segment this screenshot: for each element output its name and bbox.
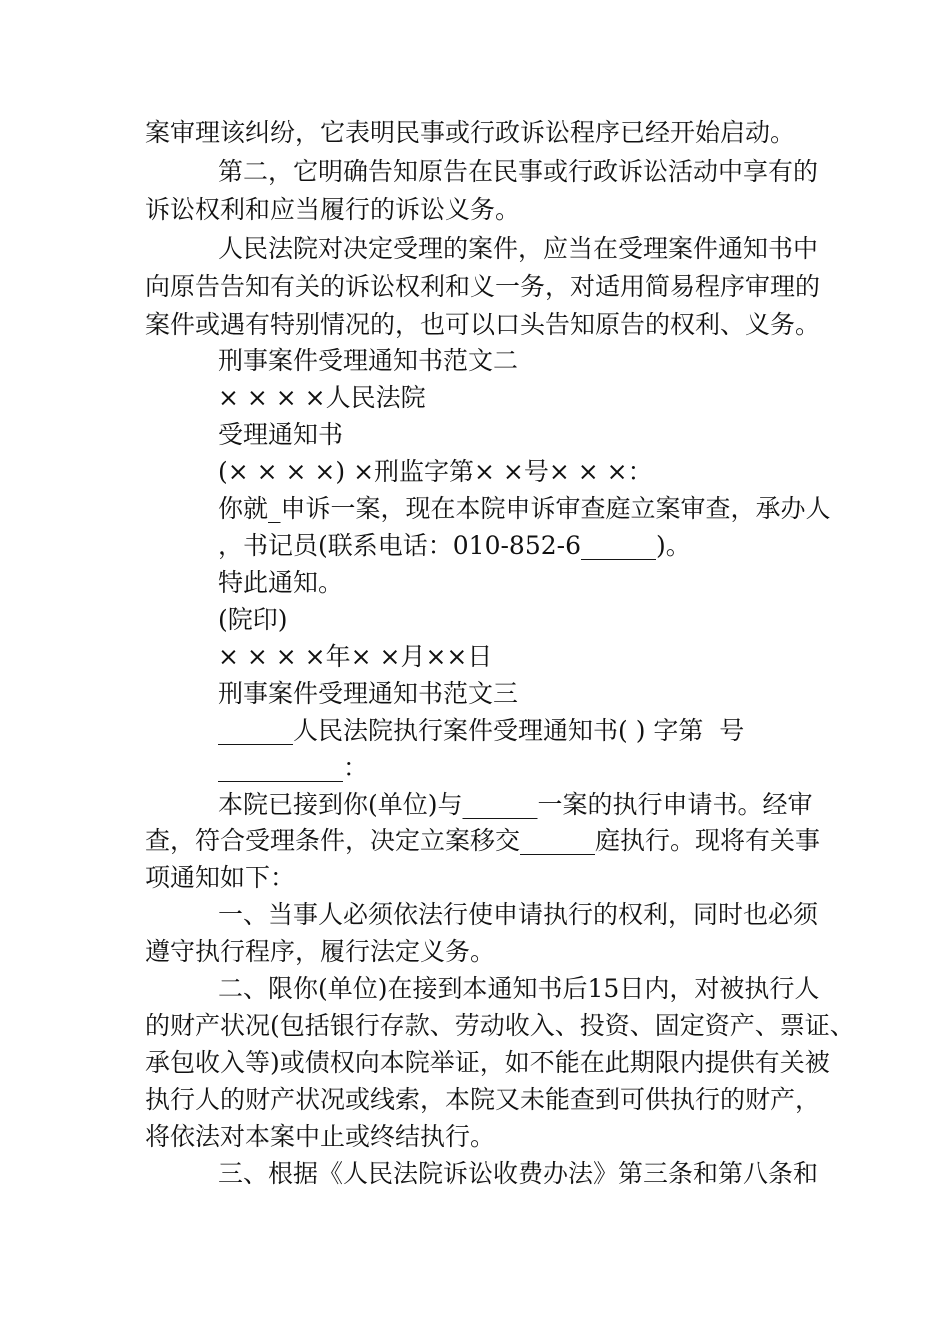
heading-line: 刑事案件受理通知书范文二 [218,346,519,375]
text-line: 承包收入等)或债权向本院举证，如不能在此期限内提供有关被 [145,1048,830,1077]
text-line: 人民法院对决定受理的案件，应当在受理案件通知书中 [218,234,819,263]
notice-title-line: 受理通知书 [218,420,344,449]
court-name-line: × × × ×人民法院 [218,383,426,412]
text-line: 执行人的财产状况或线索，本院又未能查到可供执行的财产， [145,1085,821,1114]
text-line: 向原告告知有关的诉讼权利和义一务，对适用简易程序审理的 [145,272,821,301]
text-line: 第二，它明确告知原告在民事或行政诉讼活动中享有的 [218,157,819,186]
date-line: × × × ×年× ×月××日 [218,642,493,671]
case-number-line: (× × × ×) ×刑监字第× ×号× × ×： [218,457,653,486]
text-line: 遵守执行程序，履行法定义务。 [145,937,496,966]
text-line: 本院已接到你(单位)与______一案的执行申请书。经审 [218,790,813,819]
heading-line: 刑事案件受理通知书范文三 [218,679,519,708]
text-line: 查，符合受理条件，决定立案移交______庭执行。现将有关事 [145,826,821,855]
text-line: 案件或遇有特别情况的，也可以口头告知原告的权利、义务。 [145,310,821,339]
text-line: 项通知如下： [145,863,296,892]
text-line: ，书记员(联系电话：010-852-6______)。 [218,531,691,560]
text-line: 二、限你(单位)在接到本通知书后15日内，对被执行人 [218,974,820,1003]
text-line: 的财产状况(包括银行存款、劳动收入、投资、固定资产、票证、 [145,1011,855,1040]
notice-title-line: ______人民法院执行案件受理通知书( ) 字第 号 [218,716,745,745]
text-line: 你就_申诉一案，现在本院申诉审查庭立案审查，承办人 [218,494,831,523]
text-line: 三、根据《人民法院诉讼收费办法》第三条和第八条和 [218,1159,819,1188]
text-line: 诉讼权利和应当履行的诉讼义务。 [145,195,521,224]
text-line: 将依法对本案中止或终结执行。 [145,1122,496,1151]
seal-line: (院印) [218,605,288,634]
addressee-line: __________： [218,753,369,782]
text-line: 案审理该纠纷，它表明民事或行政诉讼程序已经开始启动。 [145,118,796,147]
text-line: 一、当事人必须依法行使申请执行的权利，同时也必须 [218,900,819,929]
text-line: 特此通知。 [218,568,344,597]
